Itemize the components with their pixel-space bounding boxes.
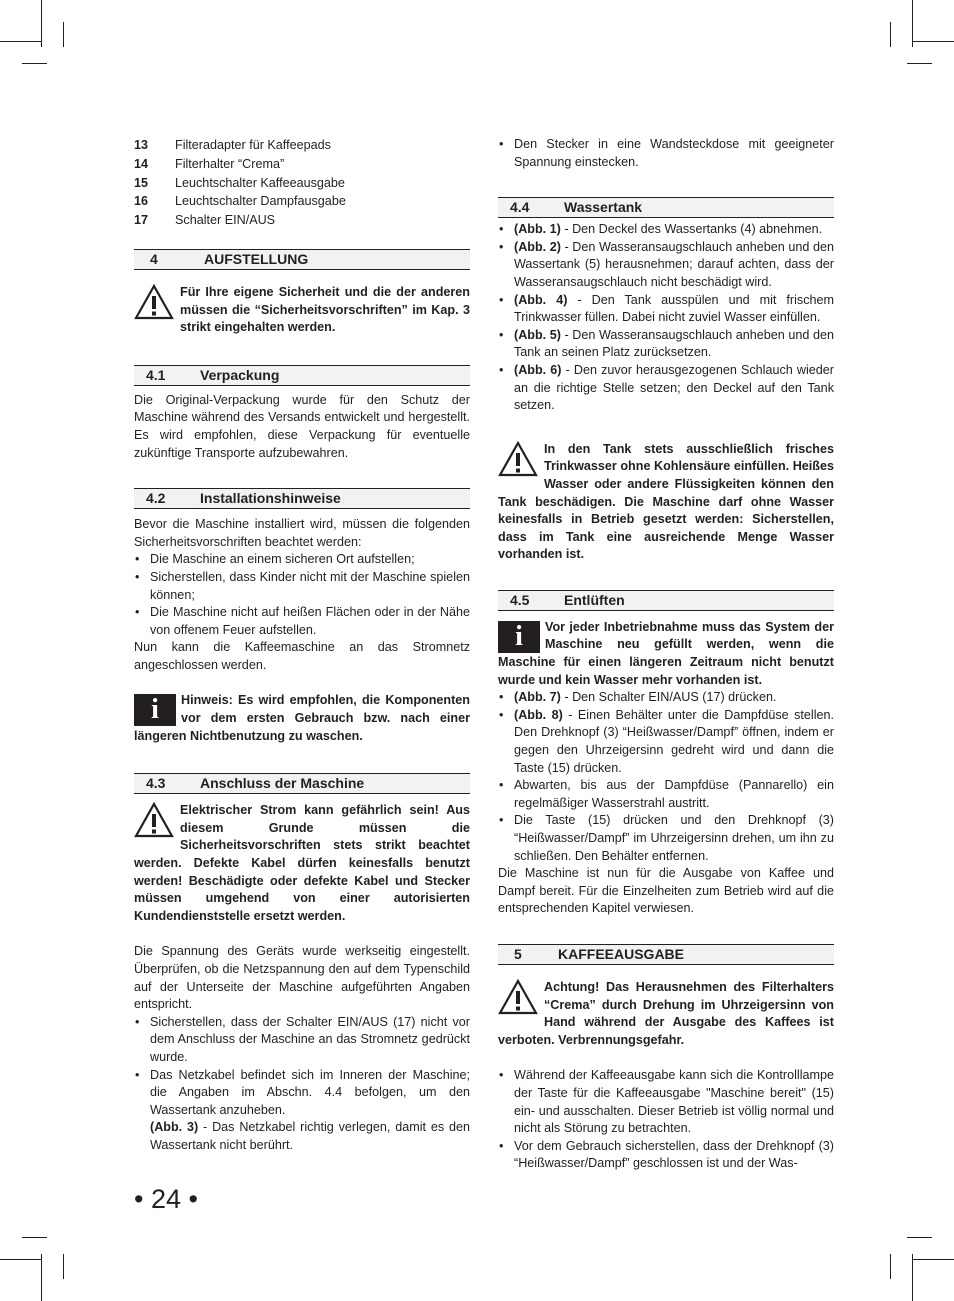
crop-mark <box>912 1254 913 1301</box>
parts-list-item <box>134 211 470 230</box>
bullet-list <box>498 689 834 865</box>
warning-box <box>134 284 470 337</box>
paragraph <box>134 1119 470 1154</box>
figure-reference: (Abb. 6) <box>514 362 562 377</box>
crop-mark <box>913 1259 954 1260</box>
list-item <box>498 327 834 362</box>
crop-mark <box>41 0 42 47</box>
part-label: Filterhalter “Crema” <box>175 156 285 171</box>
list-item-text: - Den Wasseransaugschlauch anheben und den Tank an seinen Platz zurücksetzen. <box>514 327 834 360</box>
page-number: • 24 • <box>134 1184 198 1214</box>
list-item <box>498 239 834 292</box>
left-column <box>134 136 470 1155</box>
section-heading-5 <box>498 944 834 965</box>
part-label: Leuchtschalter Kaffeeausgabe <box>175 175 345 190</box>
crop-mark <box>22 63 47 64</box>
crop-mark <box>0 1259 41 1260</box>
crop-mark <box>0 41 41 42</box>
figure-reference: (Abb. 2) <box>514 239 561 254</box>
list-item: • Die Maschine an einem sicheren Ort aufstellen; <box>134 551 470 569</box>
list-item: • Während der Kaffeeausgabe kann sich die Kontrolllampe der Taste für die Kaffeeausgabe "Maschine bereit" (15) ein- und ausschalten. Dieser Betrieb ist völlig normal und nicht als Störung zu betrachten. <box>498 1067 834 1137</box>
section-title: Anschluss der Maschine <box>200 775 365 792</box>
warning-box <box>498 979 834 1049</box>
paragraph: Bevor die Maschine installiert wird, müssen die folgenden Sicherheitsvorschriften beachtet werden: <box>134 517 470 549</box>
warning-text: Achtung! Das Herausnehmen des Filterhalters “Crema” durch Drehung im Uhrzeigersinn von Hand während der Ausgabe des Kaffees ist verboten. Verbrennungsgefahr. <box>498 979 834 1047</box>
figure-reference: (Abb. 4) <box>514 292 568 307</box>
warning-icon <box>498 979 538 1015</box>
parts-list-item <box>134 192 470 211</box>
figure-reference: (Abb. 8) <box>514 707 563 722</box>
warning-icon <box>134 802 174 838</box>
bullet-list <box>498 136 834 171</box>
part-label: Leuchtschalter Dampfausgabe <box>175 194 346 209</box>
warning-icon <box>498 441 538 477</box>
bullet-list <box>498 1067 834 1173</box>
info-box <box>498 619 834 689</box>
list-item-text: - Den Schalter EIN/AUS (17) drücken. <box>560 690 777 705</box>
section-number: 4.5 <box>510 591 530 608</box>
figure-reference: (Abb. 5) <box>514 327 561 342</box>
crop-mark <box>63 22 64 47</box>
parts-list <box>134 136 470 230</box>
list-item <box>498 362 834 415</box>
figure-reference: (Abb. 7) <box>514 690 561 705</box>
paragraph: Die Spannung des Geräts wurde werkseitig eingestellt. Überprüfen, ob die Netzspannung den auf dem Typenschild auf der Unterseite der Maschine aufgeführten Angaben entspricht. <box>134 944 470 1012</box>
list-item: • Vor dem Gebrauch sicherstellen, dass der Drehknopf (3) “Heißwasser/Dampf” geschlossen ist und der Was- <box>498 1138 834 1173</box>
section-number: 4 <box>150 250 158 267</box>
section-number: 4.3 <box>146 775 166 792</box>
list-item <box>498 777 834 812</box>
paragraph-text: - Das Netzkabel richtig verlegen, damit es den Wassertank nicht berührt. <box>150 1120 471 1152</box>
section-title: Entlüften <box>564 591 625 608</box>
list-item-text: Abwarten, bis aus der Dampfdüse (Pannarello) ein regelmäßiger Wasserstrahl austritt. <box>514 778 834 810</box>
list-item: • Den Stecker in eine Wandsteckdose mit geeigneter Spannung einstecken. <box>498 136 834 171</box>
part-label: Filteradapter für Kaffeepads <box>175 138 331 152</box>
crop-mark <box>63 1254 64 1279</box>
part-number: 15 <box>134 175 149 190</box>
list-item-text: - Den zuvor herausgezogenen Schlauch wieder an die richtige Stelle setzen; den Deckel auf den Tank setzen. <box>514 362 834 413</box>
section-number: 4.2 <box>146 490 166 507</box>
bullet-list <box>134 1014 470 1120</box>
section-title: Wassertank <box>564 199 643 216</box>
list-item-text: - Den Tank ausspülen und mit frischem Trinkwasser füllen. Dabei nicht zuviel Wasser einfüllen. <box>514 292 834 325</box>
warning-box <box>498 441 834 564</box>
list-item-text: Die Taste (15) drücken und den Drehknopf (3) “Heißwasser/Dampf” im Uhrzeigersinn drehen, um ihn zu schließen. Den Behälter entfernen. <box>514 813 834 863</box>
warning-text: Elektrischer Strom kann gefährlich sein! Aus diesem Grunde müssen die Sicherheitsvorschriften stets strikt beachtet werden. Defekte Kabel dürfen keinesfalls benutzt werden! Beschädigte oder defekte Kabel und Stecker müssen umgehend von einer autorisierten Kundendienststelle ersetzt werden. <box>134 803 470 923</box>
crop-mark <box>890 22 891 47</box>
crop-mark <box>890 1254 891 1279</box>
crop-mark <box>913 41 954 42</box>
list-item <box>498 221 834 239</box>
section-title: KAFFEEAUSGABE <box>558 945 685 962</box>
part-number: 17 <box>134 213 149 228</box>
list-item <box>498 292 834 327</box>
section-heading-4-2 <box>134 488 470 509</box>
list-item-text: - Den Deckel des Wassertanks (4) abnehmen. <box>560 222 823 237</box>
list-item <box>498 812 834 865</box>
paragraph: Nun kann die Kaffeemaschine an das Stromnetz angeschlossen werden. <box>134 640 470 672</box>
list-item: • Das Netzkabel befindet sich im Inneren der Maschine; die Angaben im Abschn. 4.4 befolgen, um den Wassertank anzuheben. <box>134 1067 470 1120</box>
info-text: Vor jeder Inbetriebnahme muss das System der Maschine neu gefüllt werden, wenn die Maschine für einen längeren Zeitraum nicht benutzt wurde und kein Wasser mehr vorhanden ist. <box>498 619 834 687</box>
section-title: Verpackung <box>200 366 280 383</box>
bullet-list <box>134 551 470 639</box>
section-title: AUFSTELLUNG <box>204 250 309 267</box>
info-icon: i <box>498 621 540 653</box>
section-title: Installationshinweise <box>200 490 341 507</box>
warning-text: In den Tank stets ausschließlich frisches Trinkwasser ohne Kohlensäure einfüllen. Heißes Wasser oder andere Flüssigkeiten können den Tank beschädigen. Die Maschine darf ohne Wasser keinesfalls in Betrieb gesetzt werden: Sicherstellen, dass im Tank eine ausreichende Menge Wasser vorhanden ist. <box>498 441 834 562</box>
warning-box <box>134 802 470 925</box>
right-column <box>498 136 834 1173</box>
crop-mark <box>907 63 932 64</box>
section-heading-4-4 <box>498 197 834 218</box>
crop-mark <box>907 1237 932 1238</box>
parts-list-item <box>134 155 470 174</box>
crop-mark <box>41 1254 42 1301</box>
parts-list-item <box>134 136 470 155</box>
info-icon: i <box>134 694 176 726</box>
part-number: 14 <box>134 156 149 171</box>
info-text: Hinweis: Es wird empfohlen, die Komponenten vor dem ersten Gebrauch bzw. nach einer längeren Nichtbenutzung zu waschen. <box>134 693 470 743</box>
section-number: 4.4 <box>510 199 530 216</box>
parts-list-item <box>134 174 470 193</box>
part-label: Schalter EIN/AUS <box>175 213 276 228</box>
list-item-text: - Den Wasseransaugschlauch anheben und den Wassertank (5) herausnehmen; darauf achten, dass der Wasseransaugschlauch nicht beschädigt wird. <box>514 239 834 289</box>
section-number: 4.1 <box>146 366 166 383</box>
list-item: • Sicherstellen, dass der Schalter EIN/AUS (17) nicht vor dem Anschluss der Maschine an das Stromnetz gedrückt wurde. <box>134 1014 470 1067</box>
info-box <box>134 692 470 745</box>
paragraph: Die Maschine ist nun für die Ausgabe von Kaffee und Dampf bereit. Für die Einzelheiten zum Betrieb wird auf die entsprechenden Kapitel verwiesen. <box>498 866 834 916</box>
list-item-text: - Einen Behälter unter die Dampfdüse stellen. Den Drehknopf (3) “Heißwasser/Dampf” öffnen, indem er gegen den Uhrzeigersinn gedreht wird und dann die Taste (15) drücken. <box>514 707 834 775</box>
list-item <box>498 707 834 777</box>
warning-text: Für Ihre eigene Sicherheit und die der anderen müssen die “Sicherheitsvorschriften” im Kap. 3 strikt eingehalten werden. <box>180 284 470 335</box>
part-number: 13 <box>134 138 149 152</box>
section-number: 5 <box>514 945 522 962</box>
figure-reference: (Abb. 1) <box>514 222 561 237</box>
section-heading-4-3 <box>134 773 470 794</box>
figure-reference: (Abb. 3) <box>150 1120 199 1135</box>
list-item: • Sicherstellen, dass Kinder nicht mit der Maschine spielen können; <box>134 569 470 604</box>
list-item: • Die Maschine nicht auf heißen Flächen oder in der Nähe von offenem Feuer aufstellen. <box>134 604 470 639</box>
section-heading-4 <box>134 249 470 270</box>
crop-mark <box>22 1237 47 1238</box>
section-heading-4-5 <box>498 590 834 611</box>
list-item <box>498 689 834 707</box>
warning-icon <box>134 284 174 320</box>
bullet-list <box>498 221 834 415</box>
part-number: 16 <box>134 194 149 209</box>
paragraph: Die Original-Verpackung wurde für den Schutz der Maschine während des Versands entwickelt und hergestellt. Es wird empfohlen, diese Verpackung für eventuelle zukünftige Transporte aufzubewahren. <box>134 392 470 460</box>
section-heading-4-1 <box>134 365 470 386</box>
crop-mark <box>912 0 913 47</box>
